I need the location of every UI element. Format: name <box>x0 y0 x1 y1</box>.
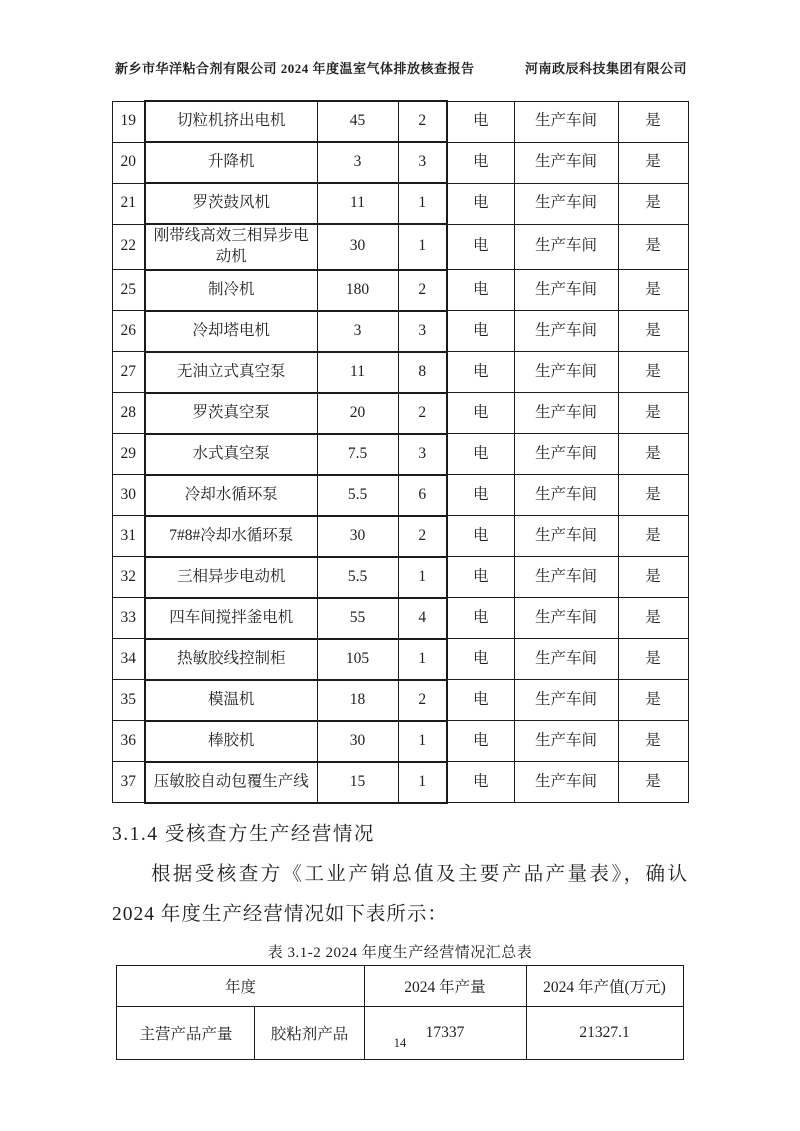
header-right-text: 河南政辰科技集团有限公司 <box>524 61 687 76</box>
cell-name: 冷却塔电机 <box>145 311 317 352</box>
cell-included: 是 <box>618 598 688 639</box>
cell-qty: 2 <box>398 101 447 142</box>
cell-location: 生产车间 <box>514 311 618 352</box>
cell-energy: 电 <box>447 516 514 557</box>
cell-energy: 电 <box>447 311 514 352</box>
summary-data-row <box>117 1006 683 1059</box>
table-row <box>112 680 688 721</box>
cell-energy: 电 <box>447 557 514 598</box>
cell-name: 刚带线高效三相异步电动机 <box>145 224 317 270</box>
summary-cell-product: 胶粘剂产品 <box>255 1006 364 1059</box>
cell-qty: 1 <box>398 557 447 598</box>
table-row <box>112 434 688 475</box>
cell-qty: 2 <box>398 393 447 434</box>
cell-power: 20 <box>317 393 398 434</box>
cell-location: 生产车间 <box>514 270 618 311</box>
cell-energy: 电 <box>447 183 514 224</box>
cell-location: 生产车间 <box>514 516 618 557</box>
cell-included: 是 <box>618 142 688 183</box>
header-left-text: 新乡市华洋粘合剂有限公司 2024 年度温室气体排放核查报告 <box>115 61 475 76</box>
table-row <box>112 393 688 434</box>
cell-energy: 电 <box>447 639 514 680</box>
cell-qty: 1 <box>398 762 447 803</box>
table-row <box>112 270 688 311</box>
cell-name: 四车间搅拌釜电机 <box>145 598 317 639</box>
cell-location: 生产车间 <box>514 142 618 183</box>
cell-included: 是 <box>618 352 688 393</box>
summary-header-output: 2024 年产量 <box>364 965 526 1006</box>
cell-energy: 电 <box>447 224 514 270</box>
cell-qty: 2 <box>398 680 447 721</box>
cell-power: 7.5 <box>317 434 398 475</box>
table-row <box>112 224 688 270</box>
table-row <box>112 516 688 557</box>
cell-included: 是 <box>618 183 688 224</box>
cell-included: 是 <box>618 475 688 516</box>
cell-location: 生产车间 <box>514 639 618 680</box>
cell-included: 是 <box>618 680 688 721</box>
cell-qty: 3 <box>398 311 447 352</box>
cell-included: 是 <box>618 224 688 270</box>
cell-included: 是 <box>618 101 688 142</box>
table-row <box>112 475 688 516</box>
table-row <box>112 311 688 352</box>
cell-power: 15 <box>317 762 398 803</box>
cell-name: 水式真空泵 <box>145 434 317 475</box>
cell-location: 生产车间 <box>514 352 618 393</box>
cell-name: 无油立式真空泵 <box>145 352 317 393</box>
summary-cell-output: 17337 <box>364 1006 526 1059</box>
cell-name: 热敏胶线控制柜 <box>145 639 317 680</box>
cell-qty: 1 <box>398 183 447 224</box>
cell-name: 模温机 <box>145 680 317 721</box>
cell-included: 是 <box>618 721 688 762</box>
summary-table-caption: 表 3.1-2 2024 年度生产经营情况汇总表 <box>267 944 533 961</box>
cell-location: 生产车间 <box>514 475 618 516</box>
summary-cell-value: 21327.1 <box>526 1006 683 1059</box>
cell-location: 生产车间 <box>514 183 618 224</box>
equipment-table <box>112 100 689 804</box>
cell-no: 36 <box>112 721 145 762</box>
cell-name: 7#8#冷却水循环泵 <box>145 516 317 557</box>
cell-power: 5.5 <box>317 557 398 598</box>
cell-qty: 4 <box>398 598 447 639</box>
cell-included: 是 <box>618 557 688 598</box>
table-row <box>112 598 688 639</box>
cell-name: 罗茨真空泵 <box>145 393 317 434</box>
cell-name: 冷却水循环泵 <box>145 475 317 516</box>
page-number: 14 <box>393 1036 407 1050</box>
cell-no: 19 <box>112 101 145 142</box>
cell-energy: 电 <box>447 721 514 762</box>
cell-energy: 电 <box>447 762 514 803</box>
cell-power: 30 <box>317 721 398 762</box>
cell-no: 34 <box>112 639 145 680</box>
table-row <box>112 639 688 680</box>
table-row <box>112 142 688 183</box>
cell-name: 切粒机挤出电机 <box>145 101 317 142</box>
cell-name: 罗茨鼓风机 <box>145 183 317 224</box>
table-row <box>112 721 688 762</box>
table-row <box>112 352 688 393</box>
cell-power: 45 <box>317 101 398 142</box>
cell-name: 制冷机 <box>145 270 317 311</box>
cell-no: 26 <box>112 311 145 352</box>
cell-qty: 3 <box>398 434 447 475</box>
cell-no: 33 <box>112 598 145 639</box>
cell-name: 棒胶机 <box>145 721 317 762</box>
cell-energy: 电 <box>447 434 514 475</box>
cell-location: 生产车间 <box>514 721 618 762</box>
summary-header-row <box>117 965 683 1006</box>
running-header <box>0 0 800 77</box>
cell-qty: 1 <box>398 224 447 270</box>
summary-header-value: 2024 年产值(万元) <box>526 965 683 1006</box>
cell-location: 生产车间 <box>514 101 618 142</box>
cell-power: 11 <box>317 352 398 393</box>
equipment-table-body <box>112 101 688 803</box>
cell-included: 是 <box>618 270 688 311</box>
cell-no: 21 <box>112 183 145 224</box>
cell-energy: 电 <box>447 393 514 434</box>
cell-location: 生产车间 <box>514 393 618 434</box>
cell-power: 18 <box>317 680 398 721</box>
table-row <box>112 557 688 598</box>
cell-energy: 电 <box>447 475 514 516</box>
cell-location: 生产车间 <box>514 762 618 803</box>
cell-no: 31 <box>112 516 145 557</box>
cell-included: 是 <box>618 311 688 352</box>
cell-power: 11 <box>317 183 398 224</box>
cell-no: 32 <box>112 557 145 598</box>
cell-no: 20 <box>112 142 145 183</box>
cell-no: 30 <box>112 475 145 516</box>
cell-power: 30 <box>317 224 398 270</box>
cell-no: 29 <box>112 434 145 475</box>
cell-power: 55 <box>317 598 398 639</box>
cell-no: 37 <box>112 762 145 803</box>
table-row <box>112 183 688 224</box>
body-paragraph: 根据受核查方《工业产销总值及主要产品产量表》，确认 2024 年度生产经营情况如下表所示： <box>112 863 688 925</box>
table-row <box>112 101 688 142</box>
cell-qty: 3 <box>398 142 447 183</box>
cell-qty: 8 <box>398 352 447 393</box>
cell-included: 是 <box>618 762 688 803</box>
cell-name: 压敏胶自动包覆生产线 <box>145 762 317 803</box>
cell-location: 生产车间 <box>514 434 618 475</box>
cell-qty: 1 <box>398 639 447 680</box>
cell-power: 5.5 <box>317 475 398 516</box>
cell-no: 28 <box>112 393 145 434</box>
cell-location: 生产车间 <box>514 598 618 639</box>
cell-power: 3 <box>317 311 398 352</box>
cell-power: 3 <box>317 142 398 183</box>
cell-included: 是 <box>618 639 688 680</box>
cell-energy: 电 <box>447 680 514 721</box>
cell-no: 27 <box>112 352 145 393</box>
cell-qty: 1 <box>398 721 447 762</box>
summary-header-year: 年度 <box>117 965 364 1006</box>
table-row <box>112 762 688 803</box>
cell-energy: 电 <box>447 101 514 142</box>
cell-power: 30 <box>317 516 398 557</box>
cell-name: 三相异步电动机 <box>145 557 317 598</box>
cell-included: 是 <box>618 516 688 557</box>
section-heading: 3.1.4 受核查方生产经营情况 <box>112 823 375 845</box>
cell-qty: 2 <box>398 516 447 557</box>
cell-power: 105 <box>317 639 398 680</box>
cell-qty: 6 <box>398 475 447 516</box>
cell-power: 180 <box>317 270 398 311</box>
cell-energy: 电 <box>447 270 514 311</box>
cell-no: 25 <box>112 270 145 311</box>
cell-included: 是 <box>618 434 688 475</box>
cell-included: 是 <box>618 393 688 434</box>
cell-energy: 电 <box>447 142 514 183</box>
cell-energy: 电 <box>447 352 514 393</box>
cell-qty: 2 <box>398 270 447 311</box>
cell-no: 35 <box>112 680 145 721</box>
cell-energy: 电 <box>447 598 514 639</box>
cell-name: 升降机 <box>145 142 317 183</box>
cell-location: 生产车间 <box>514 557 618 598</box>
cell-no: 22 <box>112 224 145 270</box>
cell-location: 生产车间 <box>514 680 618 721</box>
cell-location: 生产车间 <box>514 224 618 270</box>
summary-cell-category: 主营产品产量 <box>117 1006 255 1059</box>
